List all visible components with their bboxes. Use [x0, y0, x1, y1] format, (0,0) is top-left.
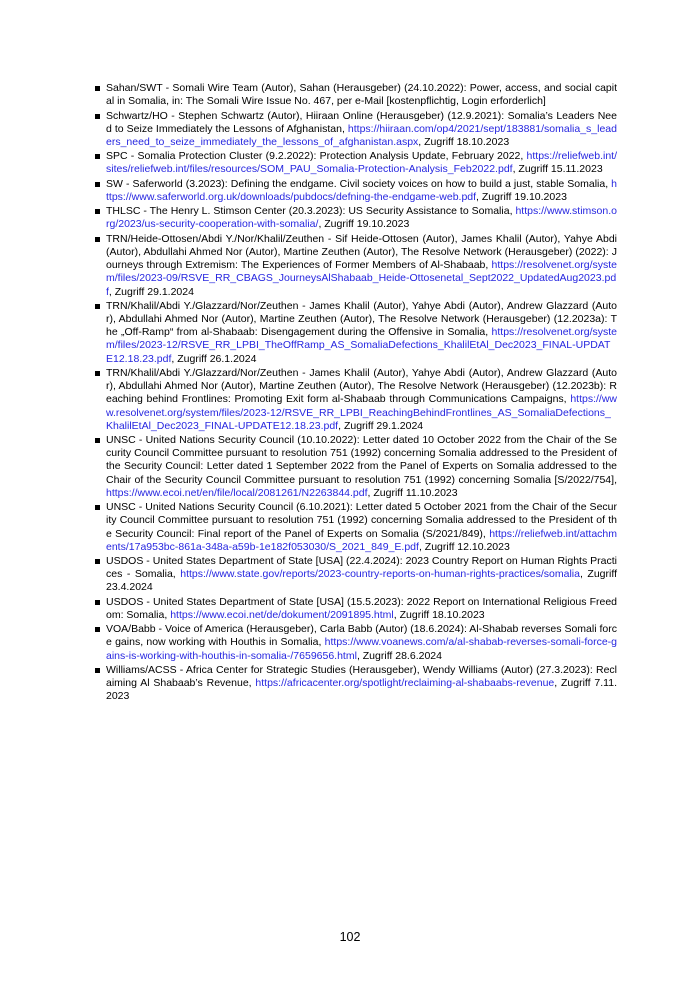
- reference-link[interactable]: https://www.ecoi.net/de/dokument/2091895.html: [170, 608, 394, 621]
- reference-link[interactable]: https://www.state.gov/reports/2023-country-reports-on-human-rights-practices/somalia: [180, 568, 580, 581]
- list-item: VOA/Babb - Voice of America (Herausgeber), Carla Babb (Autor) (18.6.2024): Al-Shabab reverses Somali force gains, now working with Houthis in Somalia, https://www.voanews.com/a/al-shabab-reverses-somali-force-gains-is-working-with-houthis-in-somalia-/7659656.html, Zugriff 28.6.2024: [95, 623, 617, 663]
- page-number: 102: [339, 930, 361, 944]
- list-item: UNSC - United Nations Security Council (10.10.2022): Letter dated 10 October 2022 from the Chair of the Security Council Committee pursuant to resolution 751 (1992) concerning Somalia addressed to the President of the Security Council: Letter dated 1 September 2022 from the Panel of Experts on Somalia addressed to the Chair of the Security Council Committee pursuant to resolution 751 (1992) concerning Somalia [S/2022/754], https://www.ecoi.net/en/file/local/2081261/N2263844.pdf, Zugriff 11.10.2023: [95, 434, 617, 500]
- list-item: TRN/Khalil/Abdi Y./Glazzard/Nor/Zeuthen - James Khalil (Autor), Yahye Abdi (Autor), Andrew Glazzard (Autor), Abdullahi Ahmed Nor (Autor), Martine Zeuthen (Autor), The Resolve Network (Herausgeber) (12.2023a): The „Off-Ramp“ from al-Shabaab: Disengagement during the Offensive in Somalia, https://resolvenet.org/system/files/2023-12/RSVE_RR_LPBI_TheOffRamp_AS_SomaliaDefections_KhalilEtAl_Dec2023_FINAL-UPDATE12.18.23.pdf, Zugriff 26.1.2024: [95, 300, 617, 366]
- list-item: UNSC - United Nations Security Council (6.10.2021): Letter dated 5 October 2021 from the Chair of the Security Council Committee pursuant to resolution 751 (1992) concerning Somalia addressed to the President of the Security Council: Final report of the Panel of Experts on Somalia (S/2021/849), https://reliefweb.int/attachments/17a953bc-861a-348a-a59b-1e182f053030/S_2021_849_E.pdf, Zugriff 12.10.2023: [95, 501, 617, 554]
- reference-link[interactable]: https://www.saferworld.org.uk/downloads/pubdocs/defning-the-endgame-web.pdf: [106, 177, 617, 203]
- list-item: Williams/ACSS - Africa Center for Strategic Studies (Herausgeber), Wendy Williams (Autor) (27.3.2023): Reclaiming Al Shabaab’s Revenue, https://africacenter.org/spotlight/reclaiming-al-shabaabs-revenue, Zugriff 7.11.2023: [95, 664, 617, 704]
- reference-link[interactable]: https://resolvenet.org/system/files/2023-09/RSVE_RR_CBAGS_JourneysAlShabaab_Heide-Ottosenetal_Sept2022_UpdatedAug2023.pdf: [106, 259, 617, 298]
- list-item: TRN/Heide-Ottosen/Abdi Y./Nor/Khalil/Zeuthen - Sif Heide-Ottosen (Autor), James Khalil (Autor), Yahye Abdi (Autor), Abdullahi Ahmed Nor (Autor), Martine Zeuthen (Autor), The Resolve Network (Herausgeber) (2022): Journeys through Extremism: The Experiences of Former Members of Al-Shabaab, https://resolvenet.org/system/files/2023-09/RSVE_RR_CBAGS_JourneysAlShabaab_Heide-Ottosenetal_Sept2022_UpdatedAug2023.pdf, Zugriff 29.1.2024: [95, 233, 617, 299]
- reference-link[interactable]: https://www.stimson.org/2023/us-security-cooperation-with-somalia/: [106, 205, 617, 231]
- reference-link[interactable]: https://www.voanews.com/a/al-shabab-reverses-somali-force-gains-is-working-with-houthis-in-somalia-/7659656.html: [106, 636, 617, 662]
- reference-link[interactable]: https://reliefweb.int/attachments/17a953bc-861a-348a-a59b-1e182f053030/S_2021_849_E.pdf: [106, 527, 617, 553]
- list-item: SPC - Somalia Protection Cluster (9.2.2022): Protection Analysis Update, February 2022, https://reliefweb.int/sites/reliefweb.int/files/resources/SOM_PAU_Somalia-Protection-Analysis_Feb2022.pdf, Zugriff 15.11.2023: [95, 150, 617, 176]
- reference-link[interactable]: https://www.resolvenet.org/system/files/2023-12/RSVE_RR_LPBI_ReachingBehindFrontlines_AS_SomaliaDefections_KhalilEtAl_Dec2023_FINAL-UPDATE12.18.23.pdf: [106, 393, 617, 432]
- list-item: USDOS - United States Department of State [USA] (22.4.2024): 2023 Country Report on Human Rights Practices - Somalia, https://www.state.gov/reports/2023-country-reports-on-human-rights-practices/somalia, Zugriff 23.4.2024: [95, 555, 617, 595]
- reference-link[interactable]: https://hiiraan.com/op4/2021/sept/183881/somalia_s_leaders_need_to_seize_immediately_the_lessons_of_afghanistan.aspx: [106, 122, 617, 148]
- list-item: USDOS - United States Department of State [USA] (15.5.2023): 2022 Report on International Religious Freedom: Somalia, https://www.ecoi.net/de/dokument/2091895.html, Zugriff 18.10.2023: [95, 596, 617, 622]
- reference-link[interactable]: https://reliefweb.int/sites/reliefweb.int/files/resources/SOM_PAU_Somalia-Protection-Analysis_Feb2022.pdf: [106, 150, 617, 176]
- reference-link[interactable]: https://resolvenet.org/system/files/2023-12/RSVE_RR_LPBI_TheOffRamp_AS_SomaliaDefections_KhalilEtAl_Dec2023_FINAL-UPDATE12.18.23.pdf: [106, 326, 617, 365]
- list-item: SW - Saferworld (3.2023): Defining the endgame. Civil society voices on how to build a just, stable Somalia, https://www.saferworld.org.uk/downloads/pubdocs/defning-the-endgame-web.pdf, Zugriff 19.10.2023: [95, 178, 617, 204]
- reference-link[interactable]: https://africacenter.org/spotlight/reclaiming-al-shabaabs-revenue: [255, 677, 555, 690]
- reference-link[interactable]: https://www.ecoi.net/en/file/local/2081261/N2263844.pdf: [106, 486, 368, 499]
- list-item: Schwartz/HO - Stephen Schwartz (Autor), Hiiraan Online (Herausgeber) (12.9.2021): Somalia’s Leaders Need to Seize Immediately the Lessons of Afghanistan, https://hiiraan.com/op4/2021/sept/183881/somalia_s_leaders_need_to_seize_immediately_the_lessons_of_afghanistan.aspx, Zugriff 18.10.2023: [95, 110, 617, 150]
- list-item: THLSC - The Henry L. Stimson Center (20.3.2023): US Security Assistance to Somalia, https://www.stimson.org/2023/us-security-cooperation-with-somalia/, Zugriff 19.10.2023: [95, 205, 617, 231]
- reference-list: [95, 82, 617, 705]
- list-item: TRN/Khalil/Abdi Y./Glazzard/Nor/Zeuthen - James Khalil (Autor), Yahye Abdi (Autor), Andrew Glazzard (Autor), Abdullahi Ahmed Nor (Autor), Martine Zeuthen (Autor), The Resolve Network (Herausgeber) (12.2023b): Reaching behind Frontlines: Promoting Exit form al-Shabaab through Communications Campaigns, https://www.resolvenet.org/system/files/2023-12/RSVE_RR_LPBI_ReachingBehindFrontlines_AS_SomaliaDefections_KhalilEtAl_Dec2023_FINAL-UPDATE12.18.23.pdf, Zugriff 29.1.2024: [95, 367, 617, 433]
- list-item: Sahan/SWT - Somali Wire Team (Autor), Sahan (Herausgeber) (24.10.2022): Power, access, and social capital in Somalia, in: The Somali Wire Issue No. 467, per e-Mail [kostenpflichtig, Login erforderlich]: [95, 82, 617, 108]
